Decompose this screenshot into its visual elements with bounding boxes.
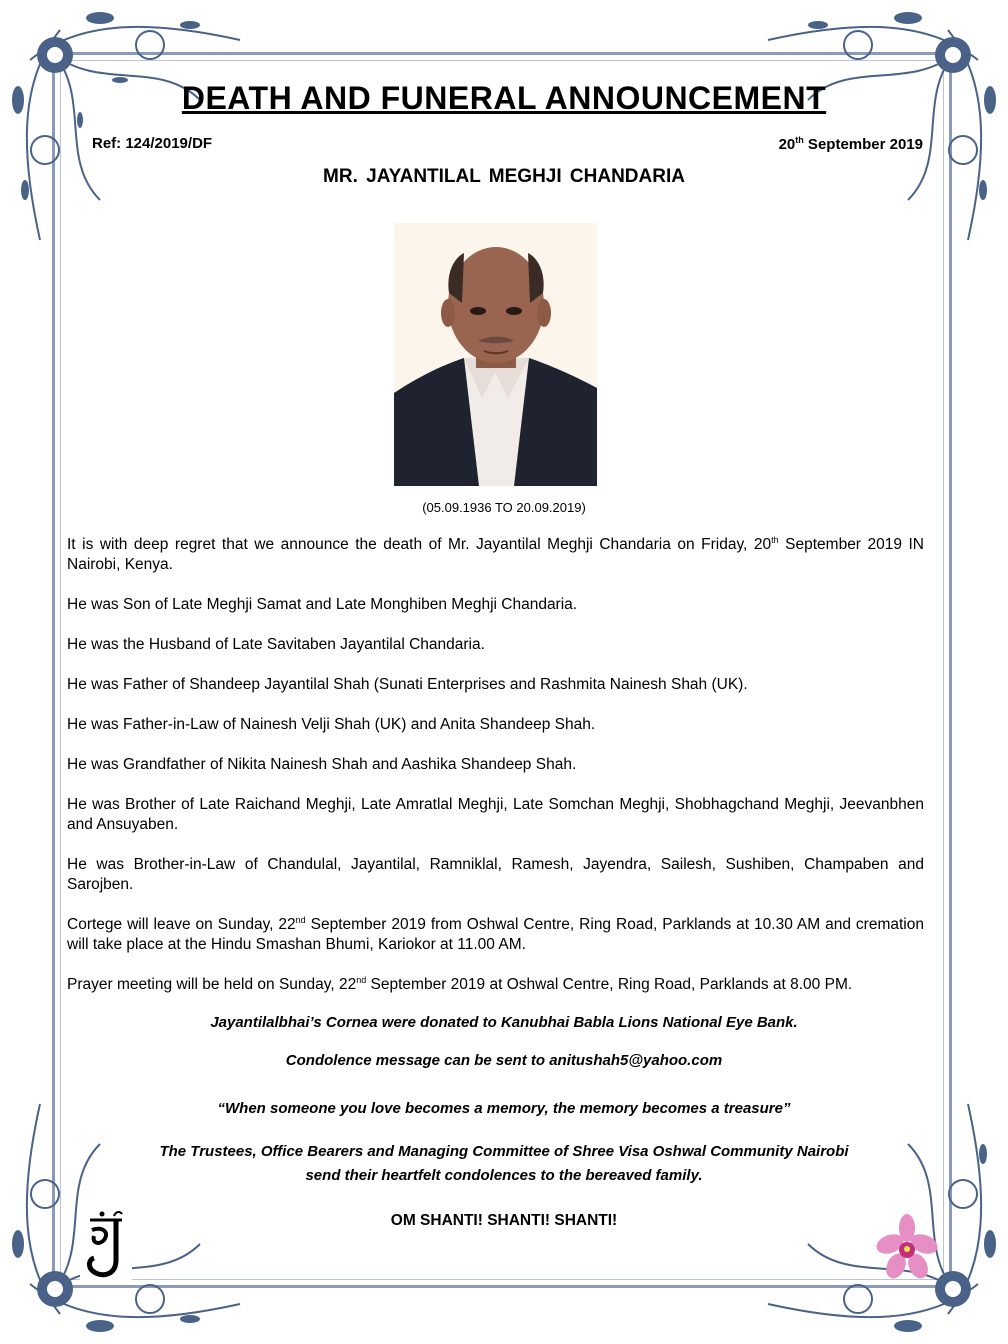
page-title: DEATH AND FUNERAL ANNOUNCEMENT [181,80,827,116]
orchid-flower-icon [876,1214,938,1282]
trustees-condolence [0,1140,1008,1188]
paragraph-grandfather: He was Grandfather of Nikita Nainesh Shah and Aashika Shandeep Shah. [67,756,577,773]
lifespan-dates: (05.09.1936 TO 20.09.2019) [422,500,586,515]
trustees-line-1: The Trustees, Office Bearers and Managing Committee of Shree Visa Oshwal Community Nairobi [159,1143,849,1160]
paragraph-husband: He was the Husband of Late Savitaben Jayantilal Chandaria. [67,636,485,653]
portrait-photo [394,223,597,486]
deceased-name: MR. JAYANTILAL MEGHJI CHANDARIA [323,166,685,187]
paragraph-father: He was Father of Shandeep Jayantilal Shah (Sunati Enterprises and Rashmita Nainesh Shah (UK). [67,676,748,693]
paragraph-death: It is with deep regret that we announce the death of Mr. Jayantilal Meghji Chandaria on Friday, 20th September 2019 IN Nairobi, Kenya. [67,534,924,573]
cornea-donation-note: Jayantilalbhai’s Cornea were donated to Kanubhai Babla Lions National Eye Bank. [210,1014,798,1031]
reference-number: Ref: 124/2019/DF [92,135,213,152]
corner-ornament-top-left [0,0,250,250]
paragraph-brother: He was Brother of Late Raichand Meghji, Late Amratlal Meghji, Late Somchan Meghji, Shobhagchand Meghji, Jeevanbhen and Ansuyaben. [67,796,924,833]
om-shanti: OM SHANTI! SHANTI! SHANTI! [390,1212,618,1229]
corner-ornament-top-right [758,0,1008,250]
memorial-quote: “When someone you love becomes a memory, the memory becomes a treasure” [217,1100,791,1117]
paragraph-brother-in-law: He was Brother-in-Law of Chandulal, Jayantilal, Ramniklal, Ramesh, Jayendra, Sailesh, Sushiben, Champaben and Sarojben. [67,856,924,893]
condolence-contact: Condolence message can be sent to anitushah5@yahoo.com [285,1052,723,1069]
announcement-body [67,535,924,1015]
announcement-date: 20th September 2019 [778,135,923,153]
paragraph-prayer-meeting: Prayer meeting will be held on Sunday, 22nd September 2019 at Oshwal Centre, Ring Road, Parklands at 8.00 PM. [67,974,853,993]
paragraph-cortege: Cortege will leave on Sunday, 22nd September 2019 from Oshwal Centre, Ring Road, Parklands at 10.30 AM and cremation will take place at the Hindu Smashan Bhumi, Kariokor at 11.00 AM. [67,914,924,953]
paragraph-father-in-law: He was Father-in-Law of Nainesh Velji Shah (UK) and Anita Shandeep Shah. [67,716,596,733]
jain-symbol-icon [80,1208,132,1284]
trustees-line-2: send their heartfelt condolences to the bereaved family. [305,1167,703,1184]
paragraph-son: He was Son of Late Meghji Samat and Late Monghiben Meghji Chandaria. [67,596,578,613]
